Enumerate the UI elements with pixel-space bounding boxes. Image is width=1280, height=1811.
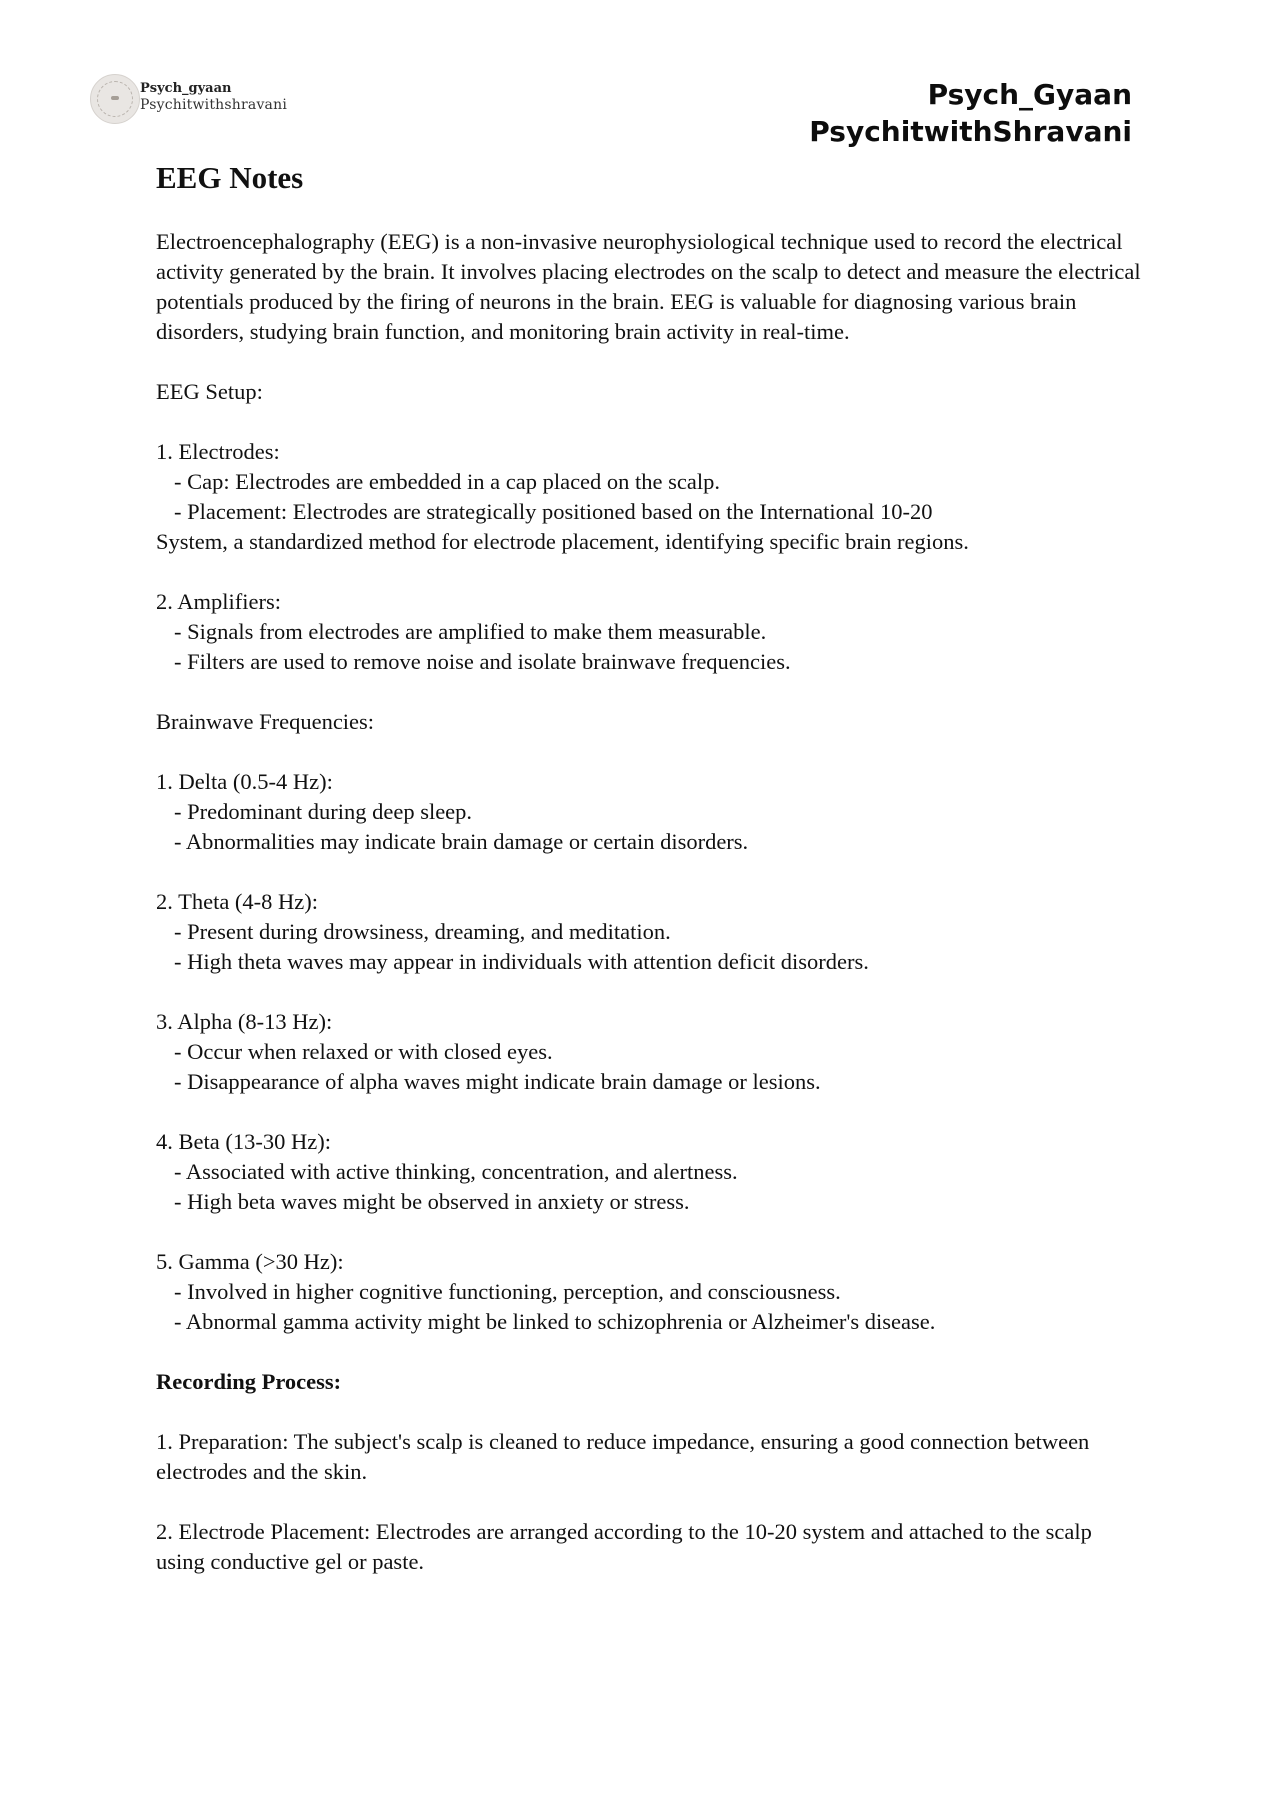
document-body	[156, 158, 1146, 1577]
beta-label: 4. Beta (13-30 Hz):	[156, 1129, 331, 1154]
recording-placement: 2. Electrode Placement: Electrodes are arranged according to the 10-20 system and attached to the scalp using conductive gel or paste.	[156, 1519, 1092, 1574]
logo-name: Psych_gyaan	[140, 81, 232, 96]
logo-subtitle: Psychitwithshravani	[140, 97, 287, 113]
page-title: EEG Notes	[156, 160, 304, 195]
recording-heading: Recording Process:	[156, 1369, 342, 1394]
intro-paragraph: Electroencephalography (EEG) is a non-invasive neurophysiological technique used to record the electrical activity generated by the brain. It involves placing electrodes on the scalp to detect and measure the electrical potentials produced by the firing of neurons in the brain. EEG is valuable for diagnosing various brain disorders, studying brain function, and monitoring brain activity in real-time.	[156, 229, 1141, 344]
alpha-bullet-1: - Occur when relaxed or with closed eyes.	[174, 1039, 553, 1064]
theta-bullet-1: - Present during drowsiness, dreaming, and meditation.	[174, 919, 671, 944]
header-brand: Psych_Gyaan	[927, 78, 1132, 111]
beta-bullet-2: - High beta waves might be observed in anxiety or stress.	[174, 1189, 690, 1214]
amplifiers-signals: - Signals from electrodes are amplified to make them measurable.	[174, 619, 767, 644]
gamma-label: 5. Gamma (>30 Hz):	[156, 1249, 344, 1274]
amplifiers-filters: - Filters are used to remove noise and isolate brainwave frequencies.	[174, 649, 791, 674]
electrodes-placement-cont: System, a standardized method for electrode placement, identifying specific brain regions.	[156, 529, 969, 554]
beta-bullet-1: - Associated with active thinking, concentration, and alertness.	[174, 1159, 738, 1184]
gamma-bullet-2: - Abnormal gamma activity might be linked to schizophrenia or Alzheimer's disease.	[174, 1309, 936, 1334]
delta-label: 1. Delta (0.5-4 Hz):	[156, 769, 333, 794]
logo-text	[140, 80, 287, 114]
page-header	[809, 76, 1132, 150]
header-handle: PsychitwithShravani	[809, 115, 1132, 148]
electrodes-placement: - Placement: Electrodes are strategically positioned based on the International 10-20	[174, 499, 933, 524]
electrodes-label: 1. Electrodes:	[156, 439, 280, 464]
brand-seal-icon	[97, 81, 133, 117]
frequencies-heading: Brainwave Frequencies:	[156, 709, 375, 734]
theta-label: 2. Theta (4-8 Hz):	[156, 889, 319, 914]
recording-preparation: 1. Preparation: The subject's scalp is cleaned to reduce impedance, ensuring a good connection between electrodes and the skin.	[156, 1429, 1090, 1484]
delta-bullet-2: - Abnormalities may indicate brain damage or certain disorders.	[174, 829, 749, 854]
logo-badge	[90, 74, 140, 124]
theta-bullet-2: - High theta waves may appear in individuals with attention deficit disorders.	[174, 949, 869, 974]
amplifiers-label: 2. Amplifiers:	[156, 589, 281, 614]
setup-heading: EEG Setup:	[156, 379, 263, 404]
gamma-bullet-1: - Involved in higher cognitive functioning, perception, and consciousness.	[174, 1279, 841, 1304]
alpha-label: 3. Alpha (8-13 Hz):	[156, 1009, 333, 1034]
electrodes-cap: - Cap: Electrodes are embedded in a cap placed on the scalp.	[174, 469, 721, 494]
seal-mark	[111, 96, 119, 100]
delta-bullet-1: - Predominant during deep sleep.	[174, 799, 473, 824]
alpha-bullet-2: - Disappearance of alpha waves might indicate brain damage or lesions.	[174, 1069, 821, 1094]
